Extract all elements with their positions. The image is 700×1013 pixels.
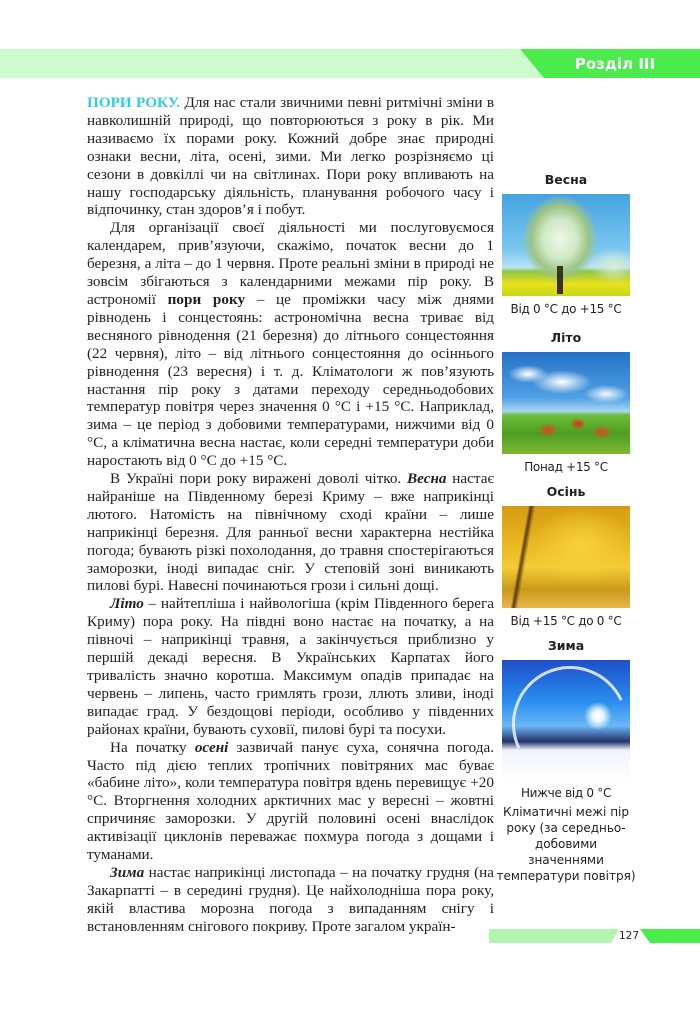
paragraph-spring — [87, 470, 494, 595]
page-number: 127 — [618, 930, 640, 942]
season-summer — [496, 328, 636, 476]
autumn-photo — [502, 506, 630, 608]
winter-photo — [502, 660, 630, 780]
footer-band — [489, 929, 619, 943]
paragraph-winter — [87, 864, 494, 936]
season-title: Весна — [544, 172, 588, 187]
paragraph-text: На початку — [110, 738, 195, 756]
climate-limits-caption: Кліматичні межі пір року (за середньо-добовими значеннями температури повітря) — [496, 805, 636, 883]
paragraph-text: Для організації своєї діяльності ми послуговуємося календарем, прив’язуючи, скажімо, початок весни до 1 березня, а літа – до 1 червня. Проте реальні зміни в природі не зовсім збігаються з календарними межами пір року. В астрономії — [87, 219, 494, 308]
season-title: Зима — [547, 638, 585, 653]
footer-tab — [640, 929, 700, 943]
season-caption: Від +15 °С до 0 °С — [510, 614, 622, 628]
term-summer: Літо — [110, 595, 144, 613]
section-label: Розділ III — [574, 55, 656, 73]
paragraph-text: – найтепліша і найвологіша (крім Південного берега Криму) пора року. На півдні воно настає на початку, а на півночі – наприкінці травня, а закінчується приблизно у першій декаді вересня. В Українських Карпатах його тривалість значно коротша. Максимум опадів припадає на червень – липень, часто гримлять грози, ллють зливи, іноді випадає град. У бездощові періоди, особливо у південних районах країни, бувають суховії, пилові бурі та посухи. — [87, 595, 494, 738]
spring-photo — [502, 194, 630, 296]
bold-term: пори року — [167, 290, 246, 308]
paragraph-autumn — [87, 739, 494, 864]
term-spring: Весна — [407, 470, 447, 488]
season-caption: Від 0 °С до +15 °С — [510, 302, 622, 316]
season-title: Осінь — [546, 484, 586, 499]
season-autumn — [496, 482, 636, 630]
main-text-column — [87, 94, 494, 936]
paragraph-intro — [87, 94, 494, 219]
paragraph-text: настає наприкінці листопада – на початку грудня (на Закарпатті – в середині грудня). Це найхолодніша пора року, якій властива морозна погода з випаданням снігу і встановленням снігового покриву. Проте загалом україн- — [87, 863, 494, 935]
season-winter — [496, 636, 636, 802]
summer-photo — [502, 352, 630, 454]
paragraph-text: настає найраніше на Південному березі Криму – вже наприкінці лютого. Натомість на північному сході країни – лише наприкінці березня. Для ранньої весни характерна нестійка погода; бувають різкі похолодання, до травня спостерігаються заморозки, іноді випадає сніг. У степовій зоні виникають пилові бурі. Навесні починаються грози і сильні дощі. — [87, 470, 494, 595]
season-spring — [496, 170, 636, 318]
term-winter: Зима — [110, 863, 145, 881]
paragraph-text: В Україні пори року виражені доволі чітко. — [110, 470, 408, 488]
paragraph-summer — [87, 595, 494, 738]
paragraph-text: зазвичай панує суха, сонячна погода. Часто під дією теплих тропічних повітряних мас буває «бабине літо», коли температура повітря вдень перевищує +20 °С. Вторгнення холодних арктичних мас у вересні – жовтні спричиняє заморозки. У другій половині осені внаслідок активізації циклонів переважає похмура погода з дощами і туманами. — [87, 738, 494, 864]
paragraph-text: – це проміжки часу між днями рівнодень і сонцестоянь: астрономічна весна триває від весняного рівнодення (21 березня) до літнього сонцестояння (22 червня), літо – від літнього сонцестояння до осіннього рівнодення (23 вересня) і т. д. Кліматологи ж пов’язують настання пір року з датами переходу середньодобових температур повітря через значення 0 °С і +15 °С. Наприклад, зима – це період з добовими температурами, нижчими від 0 °С, а кліматична весна настає, коли середні температури доби наростають від 0 °С до +15 °С. — [87, 290, 494, 470]
season-title: Літо — [550, 330, 582, 345]
season-caption: Понад +15 °С — [524, 460, 608, 474]
paragraph-calendar — [87, 219, 494, 470]
paragraph-text: Для нас стали звичними певні ритмічні зміни в навколишній природі, що повторюються з року в рік. Ми називаємо їх порами року. Кожний добре знає природні ознаки весни, літа, осені, зими. Ми легко розрізняємо ці сезони в довкіллі чи на світлинах. Пори року впливають на нашу господарську діяльність, планування робочого часу і відпочинку, стан здоров’я і побут. — [87, 94, 494, 219]
season-caption: Нижче від 0 °С — [520, 786, 612, 800]
lead-term: ПОРИ РОКУ. — [87, 94, 181, 111]
term-autumn: осені — [194, 738, 229, 756]
